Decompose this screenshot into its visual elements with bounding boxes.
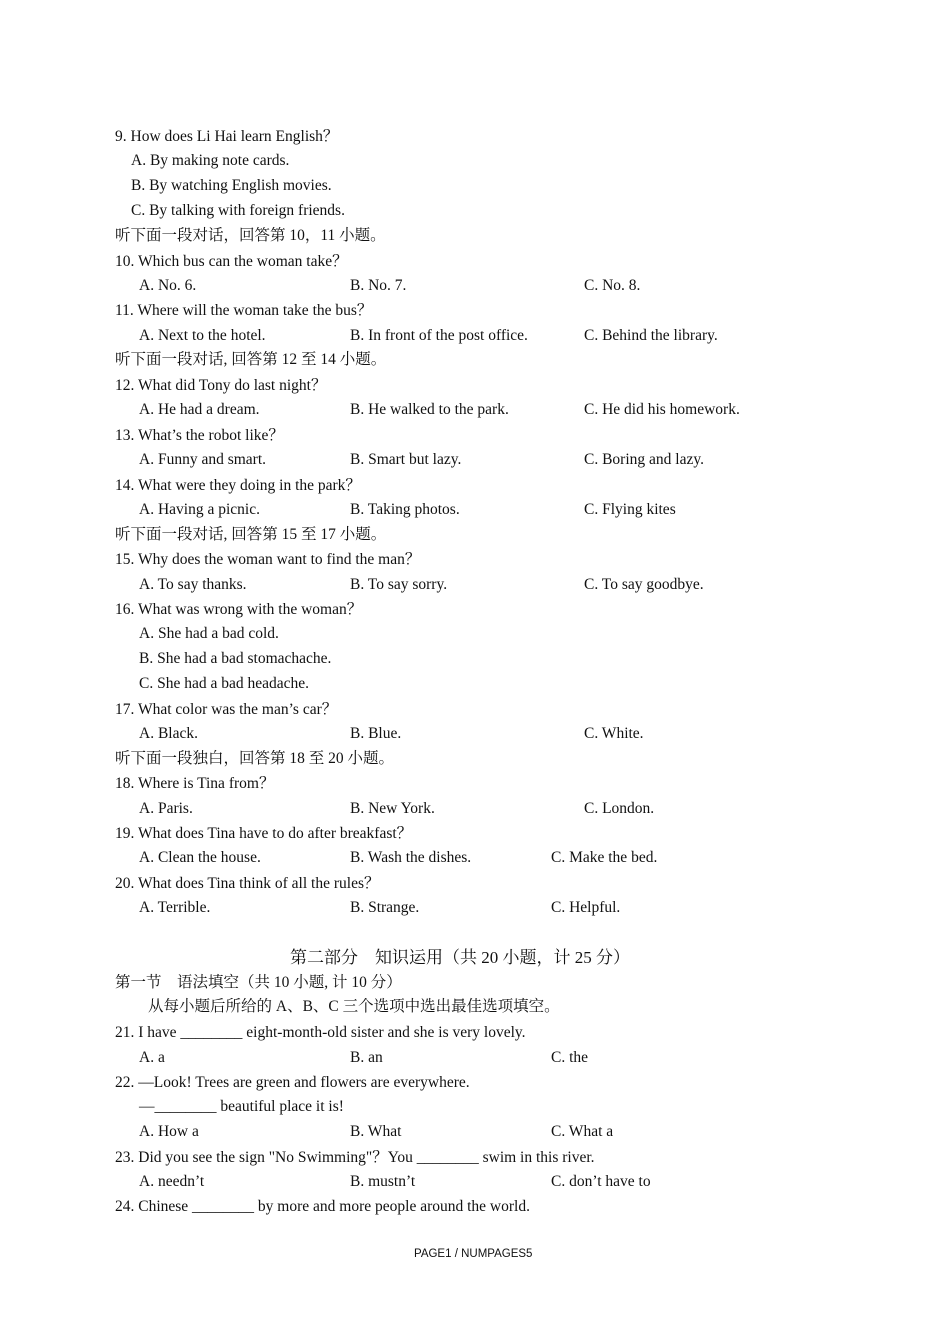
question-17: 17. What color was the man’s car？ (115, 701, 338, 718)
question-13: 13. What’s the robot like？ (115, 427, 284, 444)
q13-option-b: B. Smart but lazy. (350, 451, 462, 468)
instruction-18-20: 听下面一段独白，回答第 18 至 20 小题。 (115, 750, 395, 767)
question-19: 19. What does Tina have to do after breakfast？ (115, 825, 413, 842)
question-12: 12. What did Tony do last night？ (115, 377, 327, 394)
instruction-12-14: 听下面一段对话, 回答第 12 至 14 小题。 (115, 351, 387, 368)
q12-option-c: C. He did his homework. (584, 401, 740, 418)
q16-option-c: C. She had a bad headache. (139, 675, 310, 692)
q23-option-c: C. don’t have to (551, 1173, 651, 1190)
q17-option-a: A. Black. (139, 725, 198, 742)
q12-option-b: B. He walked to the park. (350, 401, 509, 418)
q20-option-b: B. Strange. (350, 899, 420, 916)
q19-option-a: A. Clean the house. (139, 849, 261, 866)
q19-option-b: B. Wash the dishes. (350, 849, 472, 866)
page-footer: PAGE1 / NUMPAGES5 (414, 1248, 533, 1260)
instruction-15-17: 听下面一段对话, 回答第 15 至 17 小题。 (115, 526, 387, 543)
question-20: 20. What does Tina think of all the rules？ (115, 875, 380, 892)
q20-option-a: A. Terrible. (139, 899, 211, 916)
q20-option-c: C. Helpful. (551, 899, 621, 916)
q15-option-c: C. To say goodbye. (584, 576, 704, 593)
q16-option-b: B. She had a bad stomachache. (139, 650, 332, 667)
q15-option-a: A. To say thanks. (139, 576, 247, 593)
section-1-title: 第一节 语法填空（共 10 小题, 计 10 分） (115, 974, 402, 991)
q21-option-a: A. a (139, 1049, 165, 1066)
question-11: 11. Where will the woman take the bus？ (115, 302, 373, 319)
q13-option-c: C. Boring and lazy. (584, 451, 704, 468)
question-15: 15. Why does the woman want to find the man？ (115, 551, 421, 568)
q18-option-b: B. New York. (350, 800, 435, 817)
question-10: 10. Which bus can the woman take？ (115, 253, 348, 270)
q17-option-b: B. Blue. (350, 725, 402, 742)
q18-option-a: A. Paris. (139, 800, 193, 817)
question-18: 18. Where is Tina from？ (115, 775, 275, 792)
q23-option-b: B. mustn’t (350, 1173, 416, 1190)
q12-option-a: A. He had a dream. (139, 401, 260, 418)
q9-option-a: A. By making note cards. (131, 152, 290, 169)
q9-option-c: C. By talking with foreign friends. (131, 202, 345, 219)
question-23: 23. Did you see the sign "No Swimming"？You ________ swim in this river. (115, 1149, 595, 1166)
q9-option-b: B. By watching English movies. (131, 177, 332, 194)
q13-option-a: A. Funny and smart. (139, 451, 267, 468)
q10-option-b: B. No. 7. (350, 277, 407, 294)
q22-option-c: C. What a (551, 1123, 614, 1140)
q16-option-a: A. She had a bad cold. (139, 625, 279, 642)
q18-option-c: C. London. (584, 800, 655, 817)
instruction-10-11: 听下面一段对话，回答第 10，11 小题。 (115, 227, 386, 244)
q19-option-c: C. Make the bed. (551, 849, 658, 866)
q22-option-a: A. How a (139, 1123, 199, 1140)
part-2-title: 第二部分 知识运用（共 20 小题，计 25 分） (290, 948, 630, 967)
question-24: 24. Chinese ________ by more and more people around the world. (115, 1198, 530, 1215)
q14-option-a: A. Having a picnic. (139, 501, 260, 518)
section-1-instruction: 从每小题后所给的 A、B、C 三个选项中选出最佳选项填空。 (148, 998, 560, 1015)
q11-option-b: B. In front of the post office. (350, 327, 528, 344)
q10-option-c: C. No. 8. (584, 277, 641, 294)
q21-option-b: B. an (350, 1049, 383, 1066)
question-22-reply: —________ beautiful place it is! (139, 1098, 344, 1115)
question-21: 21. I have ________ eight-month-old sister and she is very lovely. (115, 1024, 526, 1041)
question-14: 14. What were they doing in the park？ (115, 477, 361, 494)
q21-option-c: C. the (551, 1049, 589, 1066)
q22-option-b: B. What (350, 1123, 402, 1140)
question-9: 9. How does Li Hai learn English？ (115, 128, 339, 145)
q15-option-b: B. To say sorry. (350, 576, 448, 593)
q14-option-c: C. Flying kites (584, 501, 676, 518)
q14-option-b: B. Taking photos. (350, 501, 460, 518)
q10-option-a: A. No. 6. (139, 277, 197, 294)
question-16: 16. What was wrong with the woman？ (115, 601, 363, 618)
q11-option-c: C. Behind the library. (584, 327, 718, 344)
q11-option-a: A. Next to the hotel. (139, 327, 266, 344)
q23-option-a: A. needn’t (139, 1173, 205, 1190)
q17-option-c: C. White. (584, 725, 644, 742)
question-22: 22. —Look! Trees are green and flowers are everywhere. (115, 1074, 470, 1091)
